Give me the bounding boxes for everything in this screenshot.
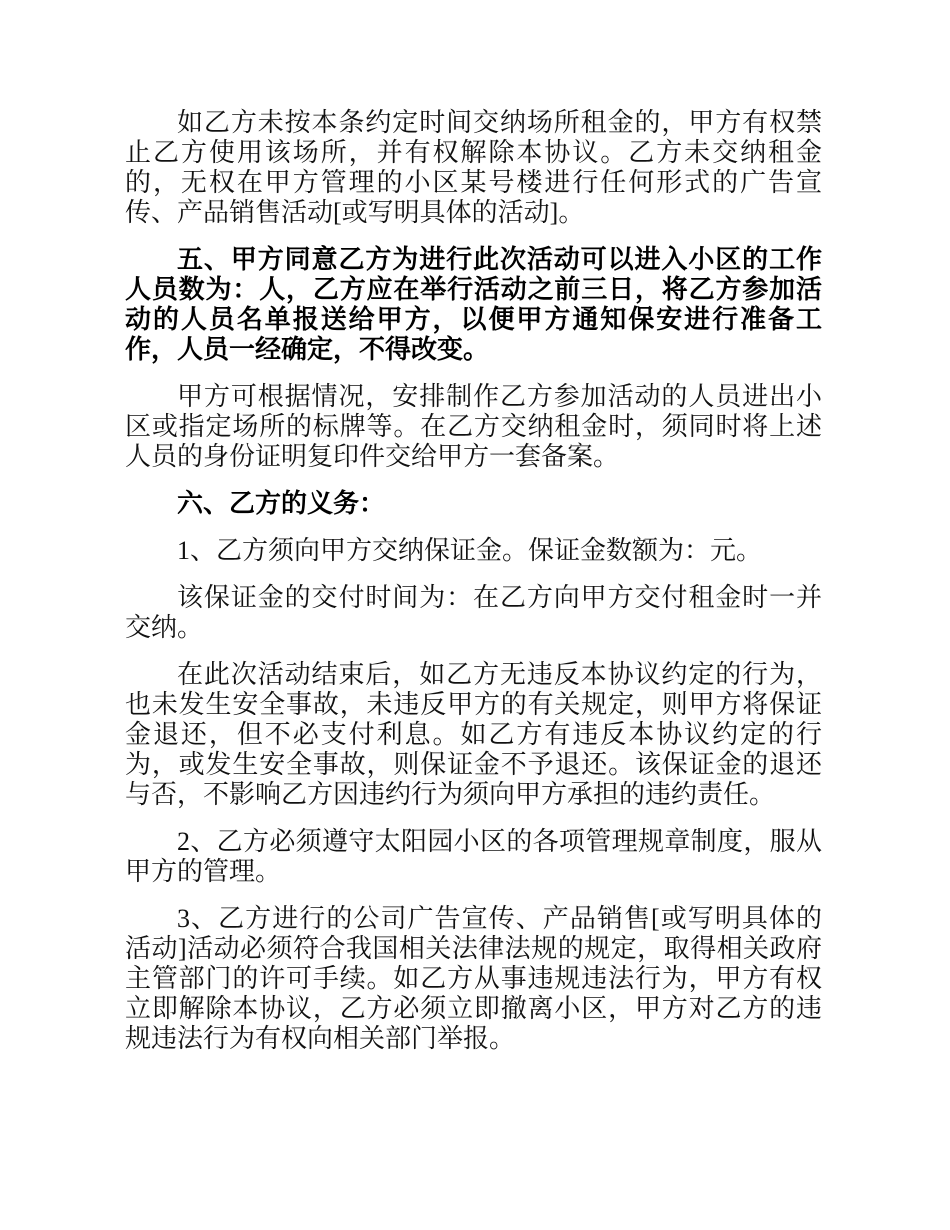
paragraph-community-rules-compliance: 2、乙方必须遵守太阳园小区的各项管理规章制度，服从甲方的管理。: [125, 827, 822, 886]
paragraph-rent-payment-violation: 如乙方未按本条约定时间交纳场所租金的，甲方有权禁止乙方使用该场所，并有权解除本协议。乙方未交纳租金的，无权在甲方管理的小区某号楼进行任何形式的广告宣传、产品销售活动[或写明具体的活动]。: [125, 108, 822, 227]
paragraph-deposit-refund-terms: 在此次活动结束后，如乙方无违反本协议约定的行为，也未发生安全事故，未违反甲方的有关规定，则甲方将保证金退还，但不必支付利息。如乙方有违反本协议约定的行为，或发生安全事故，则保证金不予退还。该保证金的退还与否，不影响乙方因违约行为须向甲方承担的违约责任。: [125, 660, 822, 809]
paragraph-id-badges-and-records: 甲方可根据情况，安排制作乙方参加活动的人员进出小区或指定场所的标牌等。在乙方交纳租金时，须同时将上述人员的身份证明复印件交给甲方一套备案。: [125, 382, 822, 471]
clause-6-obligations-heading: 六、乙方的义务：: [177, 489, 386, 518]
clause-5-worker-entry-paragraph: 五、甲方同意乙方为进行此次活动可以进入小区的工作人员数为：人，乙方应在举行活动之前三日，将乙方参加活动的人员名单报送给甲方，以便甲方通知保安进行准备工作，人员一经确定，不得改变。: [125, 245, 822, 364]
paragraph-deposit-payment-time: 该保证金的交付时间为：在乙方向甲方交付租金时一并交纳。: [125, 583, 822, 642]
paragraph-legal-compliance: 3、乙方进行的公司广告宣传、产品销售[或写明具体的活动]活动必须符合我国相关法律法规的规定，取得相关政府主管部门的许可手续。如乙方从事违规违法行为，甲方有权立即解除本协议，乙方必须立即撤离小区，甲方对乙方的违规违法行为有权向相关部门举报。: [125, 904, 822, 1053]
paragraph-deposit-amount: 1、乙方须向甲方交纳保证金。保证金数额为：元。: [177, 536, 763, 565]
